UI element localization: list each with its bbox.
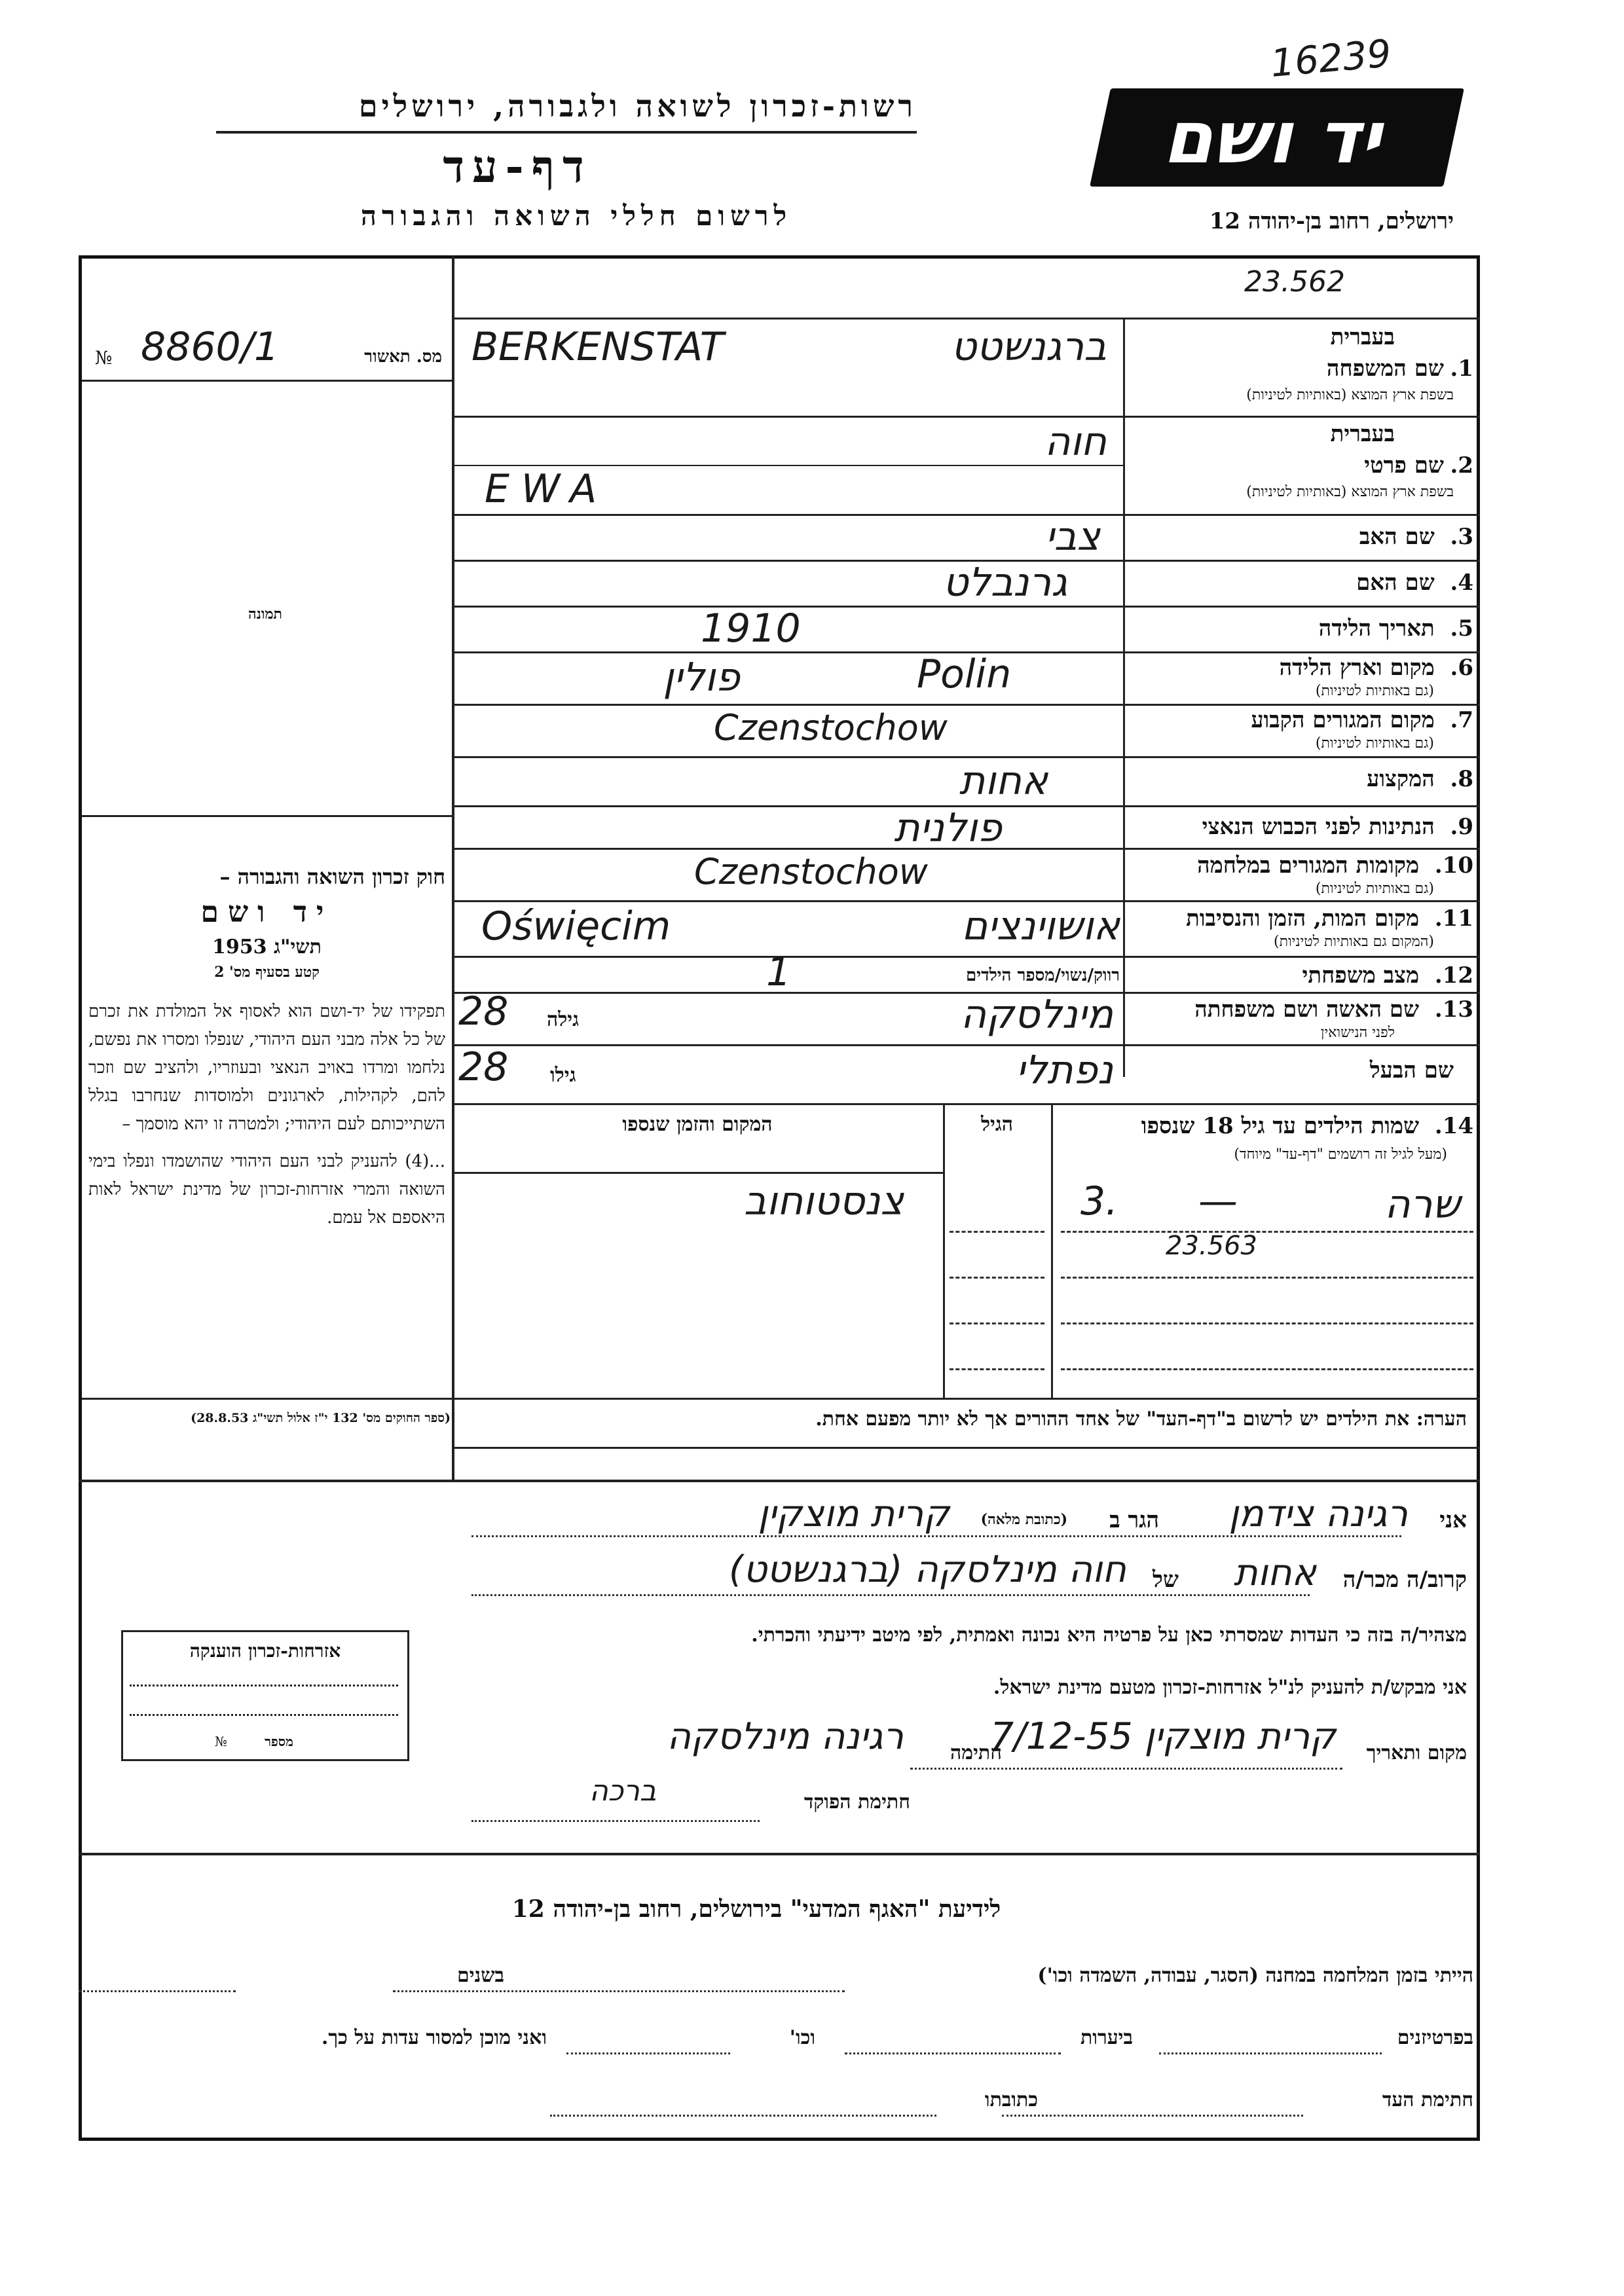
field-11-value-latin[interactable]: Oświęcim [481,903,671,949]
footer-line [550,2115,936,2117]
children-note: הערה: את הילדים יש לרשום ב"דף-העד" של אחד ההורים אך לא יותר מפעם אחת. [815,1408,1467,1430]
law-clause: קטע בסעיף מס' 2 [214,964,320,981]
decl-i-label: אני [1439,1507,1467,1533]
field-3-value[interactable]: צבי [1045,514,1100,560]
children-row-line [950,1277,1044,1279]
authority-underline [216,131,917,134]
field-1-lang: בעברית [1330,324,1395,350]
law-title-2: יד ושם [200,896,333,929]
field-13-text: שם האשה ושם משפחתה [1194,996,1420,1023]
field-1-value-hebrew[interactable]: ברגנשטט [951,324,1107,370]
decl-resident-label: הגר ב [1109,1507,1159,1533]
child-dash: — [1198,1178,1238,1224]
field-12-num: 12. [1434,962,1473,989]
children-row-line [1061,1277,1473,1279]
declaration-top-line [79,1480,1480,1482]
field-13-age[interactable]: 28 [458,989,509,1034]
decl-name[interactable]: רגינה צידמן [1228,1493,1408,1535]
field-10-num: 10. [1434,852,1473,879]
decl-signature[interactable]: רגינה מינלסקה [667,1715,904,1758]
field-4-text: שם האם [1356,570,1435,596]
law-ref-line-top [82,1398,452,1400]
decl-address[interactable]: קרית מוצקין [758,1493,950,1535]
decl-line [471,1535,1401,1537]
field-4-num: 4. [1450,570,1473,596]
form-subtitle: לרשום חללי השואה והגבורה [360,200,792,232]
field-10-text: מקומות המגורים במלחמה [1197,852,1420,879]
field-4-label [1126,570,1473,596]
field-husband-age[interactable]: 28 [458,1044,509,1090]
field-11-sub: (המקום גם באותיות לטיניות) [1274,934,1434,950]
decl-of-name[interactable]: חוה מינלסקה (ברגנשטט) [729,1548,1126,1591]
field-13-value[interactable]: מינלסקה [961,992,1113,1038]
field-6-num: 6. [1450,655,1473,681]
field-7-num: 7. [1450,707,1473,733]
field-13-sub: לפני הנישואין [1320,1025,1395,1041]
row-line [452,606,1480,608]
field-5-label [1126,615,1473,642]
field-7-sub: (גם באותיות לטיניות) [1315,735,1434,752]
children-col-divider-1 [1051,1103,1053,1398]
field-1-label-block [1126,324,1473,412]
field-11-value-hebrew[interactable]: אושוינצים [961,903,1120,949]
children-header-line [452,1172,943,1174]
decl-request: אני מבקש/ת להעניק לנ"ל אזרחות-זכרון מטעם מדינת ישראל. [993,1676,1467,1699]
photo-bottom-line [82,815,452,817]
children-row-line [1061,1322,1473,1324]
child-age[interactable]: 3. [1080,1178,1118,1224]
law-text-1: תפקידו של יד-ושם הוא לאסוף אל המולדת את זכרם של כל אלה מבני העם היהודי, שנפלו ומסרו את נפשם, נלחמו ומרדו באויב הנאצי ובעוזריו, ולהציב שם וזכר להם, לקהילות, לארגונים ולמוסדות שנחרבו בגלל השתייכותם לעם היהודי; ולמטרה זו יהא מוסמך – [88,1002,445,1134]
children-num: 14. [1434,1113,1473,1139]
field-3-label [1126,524,1473,550]
children-row-line [1061,1231,1473,1233]
decl-line [471,1594,1310,1596]
citizenship-line [130,1685,398,1686]
field-5-text: תאריך הלידה [1318,615,1435,642]
children-row-line [950,1368,1044,1370]
field-10-label-block [1126,852,1473,898]
row-line [452,956,1480,958]
field-2-lang: בעברית [1330,421,1395,447]
field-2-value-hebrew[interactable]: חוה [1044,419,1107,465]
field-3-text: שם האב [1359,524,1435,550]
field-6-text: מקום וארץ הלידה [1279,655,1435,681]
label-column-divider [1123,318,1125,1077]
field-2-sub: בשפת ארץ המוצא (באותיות לטיניות) [1246,484,1454,500]
field-11-num: 11. [1434,905,1473,932]
children-label [1061,1113,1473,1139]
footer-testimony: ואני מוכן למסור עדות על כך. [321,2026,547,2049]
field-6-sub: (גם באותיות לטיניות) [1315,683,1434,699]
row-line [452,900,1480,902]
decl-of-label: של [1153,1567,1179,1593]
children-row-line [950,1231,1044,1233]
footer-witness-signature-label: חתימת העד [1382,2088,1473,2111]
footer-etc: וכו' [789,2026,815,2049]
decl-relation[interactable]: אחות [1233,1552,1316,1594]
law-ref: (ספר החוקים מס' 132 י"ז אלול תשי"ג 28.8.53) [191,1411,451,1425]
citizenship-line [130,1714,398,1716]
field-11-label-block [1126,905,1473,951]
field-8-label [1126,766,1473,792]
field-1-label: שם המשפחה [1326,355,1444,382]
children-row-line [1061,1368,1473,1370]
children-place-header: המקום והזמן שנספו [622,1113,773,1136]
left-column-divider [452,255,454,1480]
no-label: № [95,347,113,369]
decl-statement: מצהיר/ה בזה כי העדות שמסרתי כאן על פרטיה היא נכונה ואמתית, לפי מיטב ידיעתי והכרתי. [751,1624,1467,1647]
row-line [452,1044,1480,1046]
field-6-label [1280,655,1473,681]
field-7-text: מקום המגורים הקבוע [1251,707,1435,733]
row-line [452,704,1480,706]
address-heading: ירושלים, רחוב בן-יהודה 12 [1209,208,1454,234]
citizenship-number-label: מספר [265,1734,293,1749]
field-11-label [1186,905,1473,932]
children-sub: (מעל לגיל זה רושמים "דף-עד" מיוחד) [1234,1146,1447,1163]
field-10-sub: (גם באותיות לטיניות) [1315,881,1434,897]
declaration-line-2 [458,1548,1467,1601]
field-2-label: שם פרטי [1364,452,1444,479]
field-1-sub: בשפת ארץ המוצא (באותיות לטיניות) [1246,387,1454,403]
top-strip-line [452,318,1480,319]
decl-place-date-label: מקום ותאריך [1366,1741,1467,1764]
field-8-value[interactable]: אחות [959,758,1048,804]
yad-vashem-logo [1090,88,1464,187]
law-title-1: חוק זכרון השואה והגבורה – [219,864,445,889]
field-6-label-block [1126,655,1473,701]
field-8-num: 8. [1450,766,1473,792]
decl-officer-signature[interactable]: ברכה [589,1774,657,1808]
field-10-label [1197,852,1473,879]
field-7-label [1251,707,1473,733]
field-husband-label: שם הבעל [1369,1057,1454,1084]
decl-line [471,1820,760,1822]
children-bottom-line [452,1398,1480,1400]
footer-line [79,1990,236,1992]
field-13-age-label: גילה [547,1008,580,1031]
footer-top-line [79,1853,1480,1855]
citizenship-title: אזרחות-זכרון הוענקה [189,1640,341,1662]
children-label-block [1061,1113,1473,1163]
footer-line [1159,2052,1382,2054]
stamp-number: 16239 [1268,31,1393,86]
decl-officer-label: חתימת הפוקד [803,1791,910,1813]
footer-line [845,2052,1061,2054]
field-2-num: 2. [1450,452,1473,479]
approval-number: 8860/1 [141,324,280,370]
field-12-text: מצב משפחתי [1302,962,1420,989]
field-9-label [1126,814,1473,840]
field-5-num: 5. [1450,615,1473,642]
footer-line [566,2052,730,2054]
law-text-2: ...(4) להעניק לבני העם היהודי שהושמדו ונפלו בימי השואה והמרי אזרחות-זכרון של מדינת ישראל לאות היאספם אל עמם. [88,1152,445,1228]
footer-title: לידיעת "האגף המדעי" בירושלים, רחוב בן-יהודה 12 [511,1895,1001,1923]
field-11-text: מקום המות, הזמן והנסיבות [1186,905,1420,932]
field-9-num: 9. [1450,814,1473,840]
children-age-header: הגיל [980,1113,1014,1136]
field-9-value[interactable]: פולנית [894,805,1002,851]
note-bottom-line [452,1447,1480,1449]
field-12-sub-inline: רווק/נשוי/מספר הילדים [966,966,1120,985]
form-title: דף-עד [443,141,592,193]
photo-placeholder [82,383,452,815]
decl-address-hint: (כתובת מלאה) [980,1511,1067,1528]
field-7-label-block [1126,707,1473,753]
child-note: 23.563 [1166,1231,1257,1261]
footer-camp-label: הייתי בזמן המלחמה במחנה (הסגר, עבודה, השמדה וכו') [1037,1964,1473,1987]
field-husband-age-label: גילו [550,1064,576,1087]
field-13-num: 13. [1434,996,1473,1023]
logo-text: יד ושם [1158,96,1395,179]
field-5-value[interactable]: 1910 [701,606,801,651]
field-12-label [1126,962,1473,989]
field-6-value-hebrew[interactable]: פולין [663,655,740,701]
approval-underline [82,380,452,382]
field-10-value[interactable]: Czenstochow [694,851,928,892]
footer-line [1002,2115,1303,2117]
field-2-label-block [1126,421,1473,509]
footer-years-label: בשנים [456,1964,504,1987]
field-9-text: הנתינות לפני הכבוש הנאצי [1202,814,1435,840]
field-8-text: המקצוע [1367,766,1435,792]
law-panel [88,864,445,1232]
children-col-divider-2 [943,1103,945,1398]
field-6-value-latin[interactable]: Polin [917,651,1012,697]
approval-row [82,324,449,380]
footer-partisans: בפרטיזנים [1397,2026,1473,2049]
approval-label: מס. תאשור [364,347,442,367]
child-name[interactable]: שרה [1384,1182,1460,1228]
field-4-value[interactable]: גרנבלט [942,560,1067,606]
field-13-label [1194,996,1473,1023]
citizenship-box [121,1630,409,1761]
children-row-line [950,1322,1044,1324]
declaration-line-1 [458,1493,1467,1539]
child-place[interactable]: צנסטוחוב [743,1178,904,1224]
law-year: תשי"ג 1953 [212,936,322,958]
photo-label: תמונה [248,606,282,623]
footer-line [393,1990,845,1992]
decl-signature-label: חתימה [950,1741,1002,1764]
field-12-value[interactable]: 1 [766,949,792,995]
row-line [452,416,1480,418]
declaration-line-sign [458,1715,1467,1774]
footer-address-label: כתובתו [984,2088,1038,2111]
field-1-num: 1. [1450,355,1473,382]
children-label-text: שמות הילדים עד גיל 18 שנספו [1141,1113,1420,1139]
field-7-value[interactable]: Czenstochow [714,707,948,748]
decl-relation-label: קרוב/ה מכר/ה [1342,1567,1467,1593]
field-1-value-latin[interactable]: BERKENSTAT [471,324,724,370]
decl-place-date[interactable]: קרית מוצקין 7/12-55 [990,1715,1336,1758]
footer-forests: ביערות [1080,2026,1133,2049]
field-2-value-latin[interactable]: EWA [485,466,609,512]
authority-heading: רשות-זכרון לשואה ולגבורה, ירושלים [358,88,917,124]
field-husband-value[interactable]: נפתלי [1016,1048,1113,1093]
field-13-label-block [1126,996,1473,1042]
field-3-num: 3. [1450,524,1473,550]
citizenship-no-label: № [215,1734,227,1749]
decl-line [910,1768,1342,1770]
row-line [452,1103,1480,1105]
top-number: 23.562 [1244,265,1345,299]
